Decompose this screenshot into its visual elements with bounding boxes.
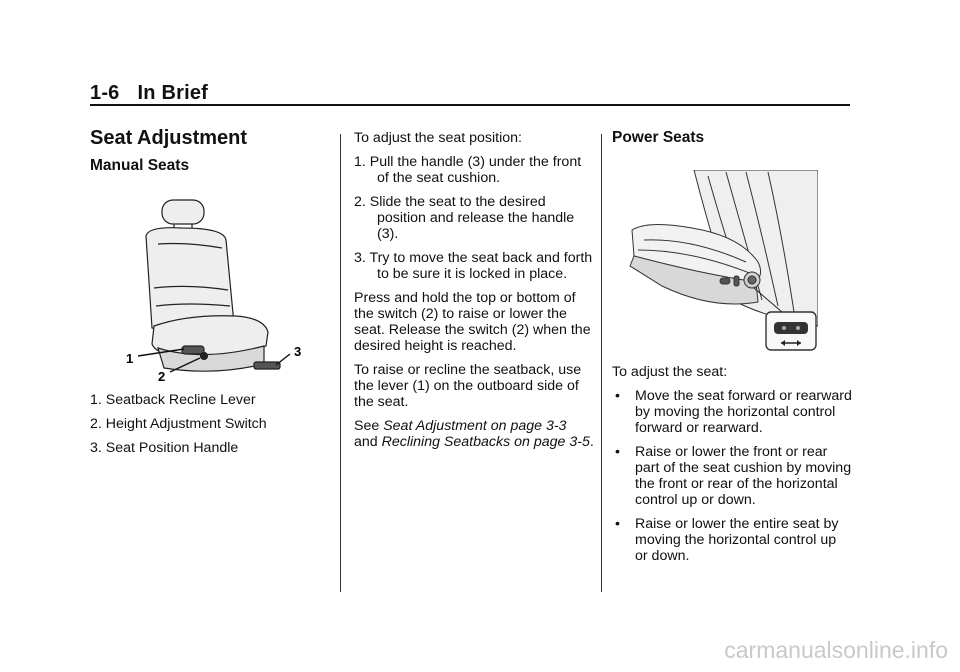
page-number: 1-6	[90, 82, 120, 104]
seat-illustration	[146, 200, 280, 371]
bullet-text: Move the seat forward or rearward by moving the horizontal control forward or rearward.	[635, 388, 852, 436]
bullet-dot: •	[615, 516, 620, 532]
height-paragraph: Press and hold the top or bottom of the switch (2) to raise or lower the seat. Release the switch (2) when the desired height is reached.	[354, 290, 591, 354]
middle-column	[354, 130, 594, 458]
power-seat-figure	[622, 170, 818, 354]
left-column	[90, 127, 330, 174]
bullet-item	[612, 516, 852, 564]
period: .	[589, 434, 594, 450]
legend-item: 1. Seatback Recline Lever	[90, 392, 256, 408]
reclining-seatbacks-link[interactable]: Reclining Seatbacks on page 3-5	[381, 434, 590, 450]
legend-item: 2. Height Adjustment Switch	[90, 416, 267, 432]
right-column	[612, 130, 852, 146]
callout-3: 3	[294, 344, 302, 359]
page-title: Seat Adjustment	[90, 127, 248, 149]
section-title: In Brief	[137, 82, 209, 104]
callout-2: 2	[158, 369, 166, 384]
bullet-dot: •	[615, 444, 620, 460]
step-item: 2. Slide the seat to the desired position and release the handle (3).	[354, 194, 575, 242]
legend-item: 3. Seat Position Handle	[90, 440, 239, 456]
power-seats-heading: Power Seats	[612, 129, 705, 146]
power-seat-instructions	[612, 364, 852, 572]
recline-paragraph: To raise or recline the seatback, use the lever (1) on the outboard side of the seat.	[354, 362, 582, 410]
bullet-dot: •	[615, 388, 620, 404]
column-divider-1	[340, 134, 341, 592]
power-adjust-intro: To adjust the seat:	[612, 364, 728, 380]
page-header	[90, 82, 208, 105]
step-item: 1. Pull the handle (3) under the front of the seat cushion.	[354, 154, 582, 186]
adjust-intro: To adjust the seat position:	[354, 130, 522, 146]
seat-adjustment-link[interactable]: Seat Adjustment on page 3-3	[383, 418, 567, 434]
power-seat-illustration	[630, 170, 818, 326]
bullet-item	[612, 444, 852, 508]
watermark: carmanualsonline.info	[724, 637, 948, 663]
bullet-item	[612, 388, 852, 436]
manual-seats-heading: Manual Seats	[90, 157, 190, 174]
bullet-text: Raise or lower the front or rear part of the seat cushion by moving the front or rear of the horizontal control up or down.	[635, 444, 852, 508]
column-divider-2	[601, 134, 602, 592]
header-rule	[90, 104, 850, 106]
callout-1: 1	[126, 351, 134, 366]
step-item: 3. Try to move the seat back and forth to be sure it is locked in place.	[354, 250, 593, 282]
manual-seat-figure	[118, 196, 318, 384]
and-label: and	[354, 434, 378, 450]
bullet-text: Raise or lower the entire seat by moving the horizontal control up or down.	[635, 516, 839, 564]
see-also-paragraph	[354, 418, 594, 450]
seat-control-inset	[766, 312, 816, 350]
see-label: See	[354, 418, 380, 434]
seat-legend	[90, 392, 330, 464]
